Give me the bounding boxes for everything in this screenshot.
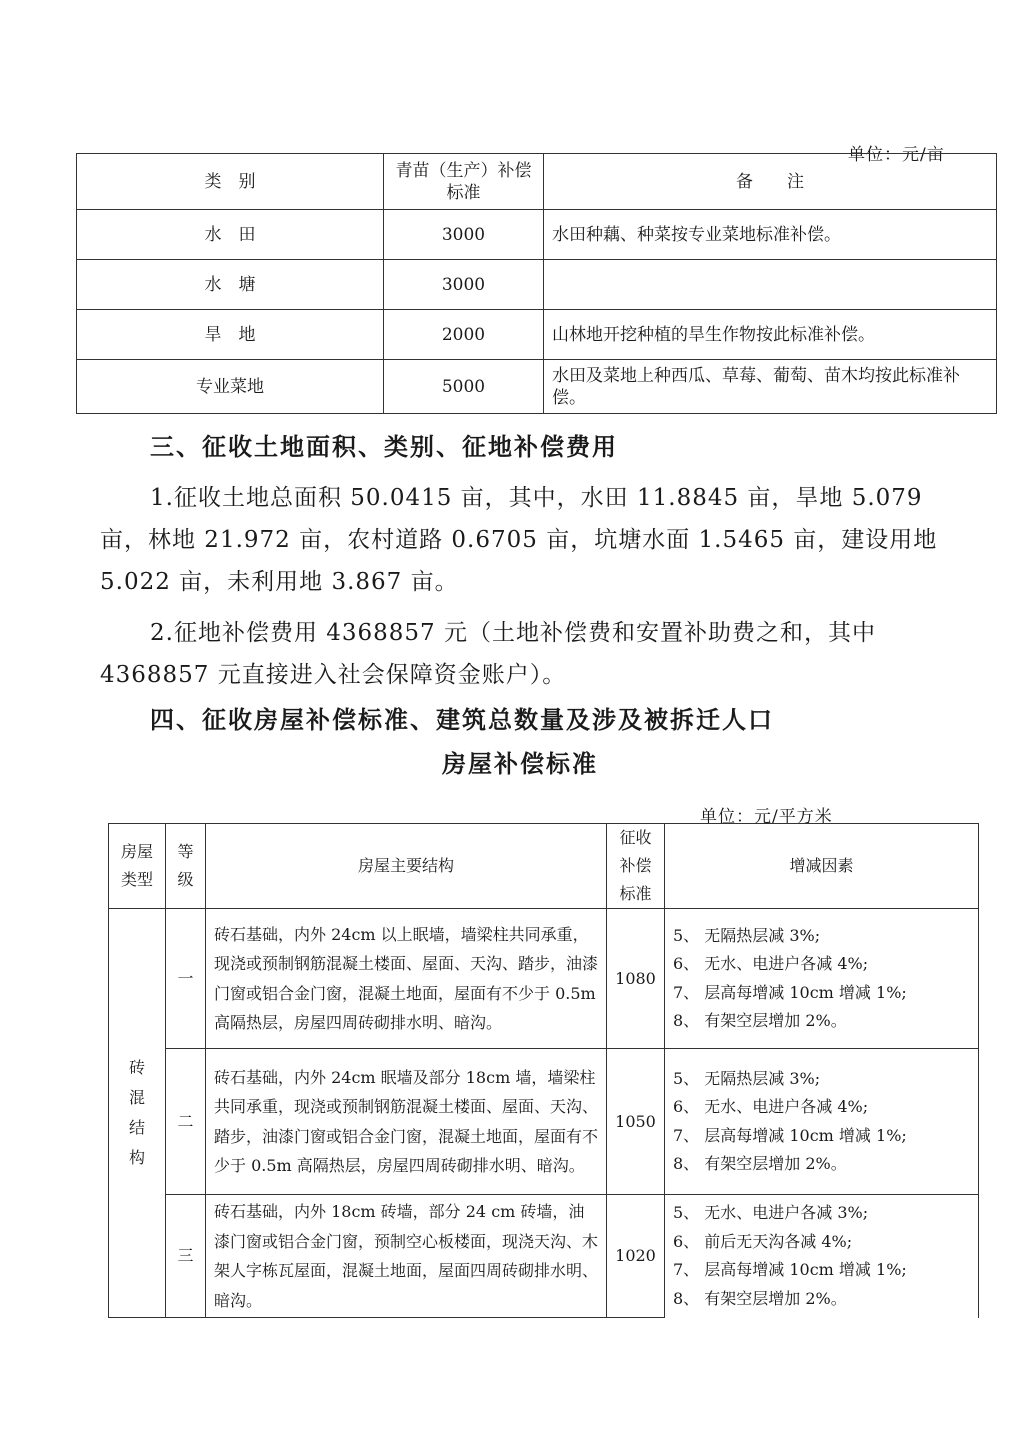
row-category: 旱 地 [77, 310, 384, 360]
row-category: 专业菜地 [77, 360, 384, 414]
factor-item: 7、 层高每增减 10cm 增减 1%; [673, 1125, 907, 1145]
structure-cell: 砖石基础，内外 24cm 眠墙及部分 18cm 墙，墙梁柱共同承重，现浇或预制钢筋混凝土楼面、屋面、天沟、踏步，油漆门窗或铝合金门窗，混凝土地面，屋面有不少于 0.5m 高隔热层，房屋四周砖砌排水明、暗沟。 [206, 1049, 607, 1195]
header-standard: 征收补偿标准 [607, 824, 665, 909]
table-row [77, 360, 997, 414]
table-row [77, 260, 997, 310]
table2-title: 房屋补偿标准 [442, 749, 598, 778]
standard-cell: 1080 [607, 909, 665, 1049]
row-amount: 5000 [384, 360, 544, 414]
header-grade: 等级 [166, 824, 206, 909]
factor-item: 8、 有架空层增加 2%。 [673, 1154, 847, 1173]
table-header-row [109, 824, 979, 909]
row-amount: 3000 [384, 260, 544, 310]
header-category: 类 别 [77, 154, 384, 210]
house-type-cell: 砖混结构 [109, 909, 166, 1318]
factor-item: 6、 无水、电进户各减 4%; [673, 954, 869, 973]
grade-cell: 二 [166, 1049, 206, 1195]
header-compensation: 青苗（生产）补偿标准 [384, 154, 544, 210]
table1-unit: 单位：元/亩 [848, 145, 945, 165]
grade-cell: 三 [166, 1195, 206, 1318]
structure-cell: 砖石基础，内外 18cm 砖墙，部分 24 cm 砖墙，油漆门窗或铝合金门窗，预制空心板楼面，现浇天沟、木架人字栋瓦屋面，混凝土地面，屋面四周砖砌排水明、暗沟。 [206, 1195, 607, 1318]
table2-unit: 单位：元/平方米 [700, 807, 833, 827]
factor-item: 6、 无水、电进户各减 4%; [673, 1097, 869, 1116]
header-house-type: 房屋类型 [109, 824, 166, 909]
factor-item: 5、 无隔热层减 3%; [673, 925, 821, 945]
table-row [109, 909, 979, 1049]
header-notes: 备 注 [544, 154, 997, 210]
factor-item: 8、 有架空层增加 2%。 [673, 1011, 847, 1030]
house-compensation-table [108, 823, 979, 1318]
factor-item: 7、 层高每增减 10cm 增减 1%; [673, 982, 907, 1002]
row-amount: 3000 [384, 210, 544, 260]
section3-paragraph-1: 1.征收土地总面积 50.0415 亩，其中，水田 11.8845 亩，旱地 5.079 亩，林地 21.972 亩，农村道路 0.6705 亩，坑塘水面 1.5465 亩，建设用地 5.022 亩，未利用地 3.867 亩。 [100, 485, 938, 595]
section3-heading: 三、征收土地面积、类别、征地补偿费用 [150, 432, 618, 461]
section3-paragraph-2: 2.征地补偿费用 4368857 元（土地补偿费和安置补助费之和，其中 4368857 元直接进入社会保障资金账户）。 [100, 620, 876, 688]
section4-heading: 四、征收房屋补偿标准、建筑总数量及涉及被拆迁人口 [150, 705, 774, 734]
factors-cell [665, 909, 979, 1049]
table-row [77, 210, 997, 260]
row-note: 山林地开挖种植的旱生作物按此标准补偿。 [544, 310, 997, 360]
factors-cell [665, 1049, 979, 1195]
header-factors: 增减因素 [665, 824, 979, 909]
table-row [109, 1049, 979, 1195]
factor-item: 6、 前后无天沟各减 4%; [673, 1231, 853, 1251]
header-structure: 房屋主要结构 [206, 824, 607, 909]
factor-item: 5、 无隔热层减 3%; [673, 1068, 821, 1088]
row-category: 水 田 [77, 210, 384, 260]
row-amount: 2000 [384, 310, 544, 360]
row-category: 水 塘 [77, 260, 384, 310]
factor-item: 8、 有架空层增加 2%。 [673, 1288, 847, 1308]
table-row [77, 310, 997, 360]
factor-item: 7、 层高每增减 10cm 增减 1%; [673, 1260, 907, 1280]
table-row [109, 1195, 979, 1318]
grade-cell: 一 [166, 909, 206, 1049]
structure-cell: 砖石基础，内外 24cm 以上眠墙，墙梁柱共同承重，现浇或预制钢筋混凝土楼面、屋面、天沟、踏步，油漆门窗或铝合金门窗，混凝土地面，屋面有不少于 0.5m 高隔热层，房屋四周砖砌排水明、暗沟。 [206, 909, 607, 1049]
seedling-compensation-table [76, 153, 997, 414]
row-note: 水田及菜地上种西瓜、草莓、葡萄、苗木均按此标准补偿。 [544, 360, 997, 414]
factor-item: 5、 无水、电进户各减 3%; [673, 1203, 869, 1223]
factors-cell [665, 1195, 979, 1318]
row-note: 水田种藕、种菜按专业菜地标准补偿。 [544, 210, 997, 260]
row-note [544, 260, 997, 310]
table-header-row [77, 154, 997, 210]
standard-cell: 1050 [607, 1049, 665, 1195]
standard-cell: 1020 [607, 1195, 665, 1318]
